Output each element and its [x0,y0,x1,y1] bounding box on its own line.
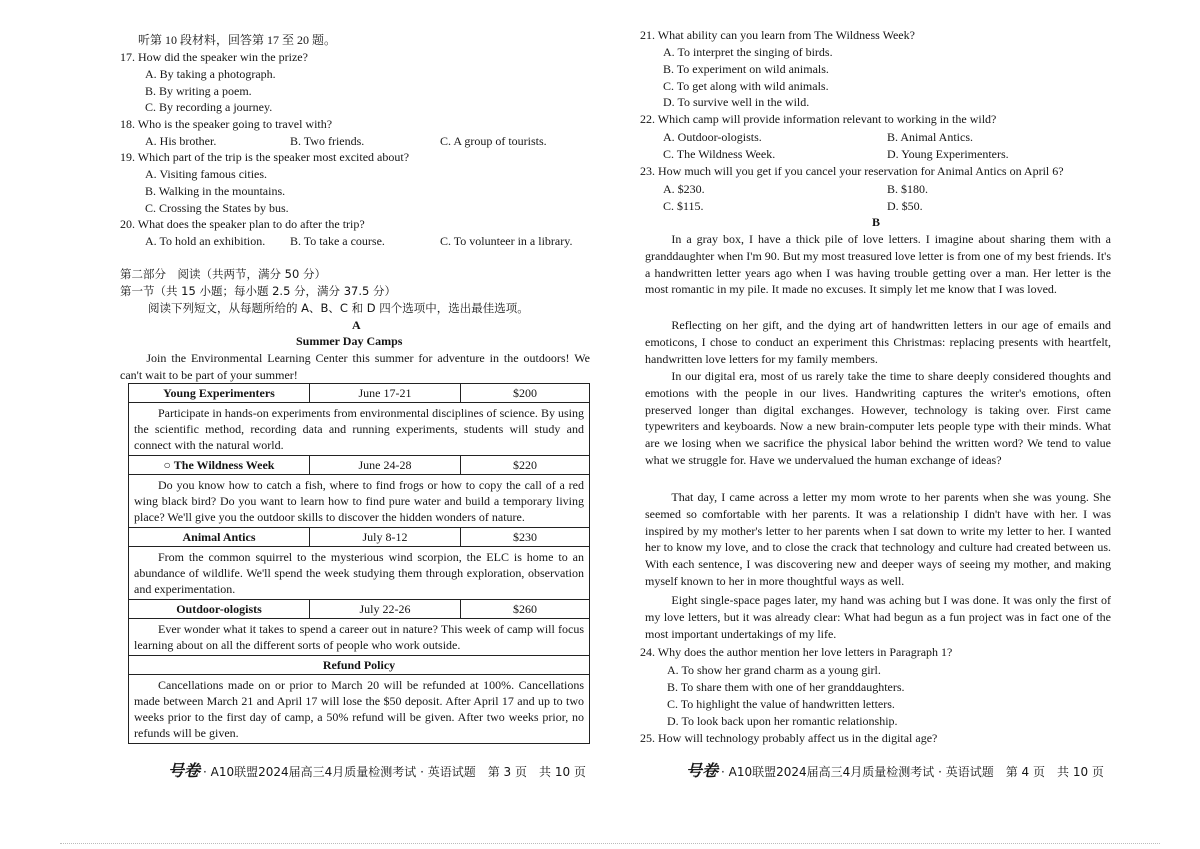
footer-text: · A10联盟2024届高三4月质量检测考试 · 英语试题 第 4 页 共 10 页 [721,765,1104,779]
camp-row-animal-antics [129,528,590,547]
q23-option-b: B. $180. [887,182,929,196]
passage-b-letter: B [872,215,881,229]
camp-dates: June 17-21 [310,384,461,403]
question-18: 18. Who is the speaker going to travel with? [120,117,333,131]
q21-option-b: B. To experiment on wild animals. [663,62,829,76]
camp-description: Participate in hands-on experiments from environmental disciplines of science. By using the scientific method, recording data and running experiments, students will study and connect with the natural world. [129,403,590,456]
passage-a-intro: Join the Environmental Learning Center this summer for adventure in the outdoors! We can't wait to be part of your summer! [120,351,590,382]
part2-title: 第二部分 阅读（共两节，满分 50 分） [120,267,326,281]
right-footer [686,763,1104,781]
question-17: 17. How did the speaker win the prize? [120,50,308,64]
q22-option-a: A. Outdoor-ologists. [663,130,762,144]
camp-name: Animal Antics [129,528,310,547]
question-25: 25. How will technology probably affect us in the digital age? [640,731,938,745]
camp-name: Outdoor-ologists [129,600,310,619]
camp-description: Ever wonder what it takes to spend a career out in nature? This week of camp will focus learning about on all the different sorts of people who work outside. [129,619,590,656]
camps-table [128,383,590,744]
passage-b-paragraph-1: In a gray box, I have a thick pile of love letters. I imagine about sharing them with a granddaughter when I'm 90. But my most treasured love letter is from one of my best friends. It's a handwritten letter years ago when I was having trouble getting over a man. Her letter is the most romantic in my pile. It made no excuses. It simply let me know that I was loved. [645,232,1111,297]
q20-option-b: B. To take a course. [290,234,385,248]
camp-dates: July 22-26 [310,600,461,619]
question-20: 20. What does the speaker plan to do after the trip? [120,217,365,231]
camp-row-wildness-week [129,456,590,475]
passage-a-title: Summer Day Camps [296,334,403,348]
camp-price: $220 [461,456,590,475]
question-19: 19. Which part of the trip is the speaker most excited about? [120,150,410,164]
camp-price: $230 [461,528,590,547]
question-24: 24. Why does the author mention her love letters in Paragraph 1? [640,645,953,659]
bullet-icon: ○ [163,458,174,472]
camp-name-text: The Wildness Week [173,458,275,472]
q18-option-c: C. A group of tourists. [440,134,547,148]
camp-description: From the common squirrel to the mysterious wind scorpion, the ELC is home to an abundance of wildlife. We'll spend the week studying them through exploration, observation and experimentation. [129,547,590,600]
passage-b-paragraph-3: In our digital era, most of us rarely take the time to share deeply considered thoughts and emotions with the people in our lives. Handwriting captures the writer's emotions, often preserved longer than digital exchanges. However, technology is taking over. First came typewriters and keyboards. Now a new brain-computer lets people type with their minds. What are we losing when we sacrifice the physical labor behind the written word? We tend to value what we struggle for. Have we undervalued the human exchange of ideas? [645,369,1111,467]
camp-name [129,456,310,475]
q23-option-a: A. $230. [663,182,705,196]
q23-option-c: C. $115. [663,199,704,213]
q21-option-c: C. To get along with wild animals. [663,79,829,93]
refund-policy-text: Cancellations made on or prior to March 20 will be refunded at 100%. Cancellations made between March 21 and April 17 will lose the $50 deposit. After April 17 and up to two weeks prior to the first day of camp, a 50% refund will be given. After two weeks prior, no refunds will be given. [129,675,590,744]
q20-option-a: A. To hold an exhibition. [145,234,266,248]
camp-row-young-experimenters [129,384,590,403]
section1-title: 第一节（共 15 小题；每小题 2.5 分，满分 37.5 分） [120,284,396,298]
q17-option-a: A. By taking a photograph. [145,67,276,81]
footer-text: · A10联盟2024届高三4月质量检测考试 · 英语试题 第 3 页 共 10 页 [203,765,586,779]
camp-description: Do you know how to catch a fish, where to find frogs or how to copy the call of a red wing black bird? Do you want to learn how to find pure water and build a temporary living place? We'll give you the outdoor skills to discover the hidden wonders of nature. [129,475,590,528]
q22-option-c: C. The Wildness Week. [663,147,776,161]
camp-price: $260 [461,600,590,619]
listening-header: 听第 10 段材料，回答第 17 至 20 题。 [138,33,337,47]
passage-a-letter: A [352,318,361,332]
q20-option-c: C. To volunteer in a library. [440,234,573,248]
q24-option-b: B. To share them with one of her granddaughters. [667,680,905,694]
q24-option-c: C. To highlight the value of handwritten letters. [667,697,895,711]
q23-option-d: D. $50. [887,199,923,213]
question-23: 23. How much will you get if you cancel your reservation for Animal Antics on April 6? [640,164,1064,178]
q21-option-d: D. To survive well in the wild. [663,95,810,109]
q17-option-c: C. By recording a journey. [145,100,273,114]
q18-option-a: A. His brother. [145,134,217,148]
left-footer [168,763,586,781]
passage-b-paragraph-2: Reflecting on her gift, and the dying art of handwritten letters in our age of emails and emoticons, I chose to conduct an experiment this Christmas: replacing presents with heartfelt, handwritten love letters for my family members. [645,318,1111,366]
question-22: 22. Which camp will provide information relevant to working in the wild? [640,112,997,126]
q21-option-a: A. To interpret the singing of birds. [663,45,833,59]
page-bottom-divider [60,843,1160,844]
q22-option-b: B. Animal Antics. [887,130,974,144]
camp-dates: June 24-28 [310,456,461,475]
camp-name: Young Experimenters [129,384,310,403]
question-21: 21. What ability can you learn from The Wildness Week? [640,28,915,42]
q22-option-d: D. Young Experimenters. [887,147,1009,161]
q24-option-d: D. To look back upon her romantic relationship. [667,714,898,728]
refund-policy-title: Refund Policy [129,656,590,675]
q19-option-a: A. Visiting famous cities. [145,167,268,181]
q17-option-b: B. By writing a poem. [145,84,252,98]
camp-price: $200 [461,384,590,403]
passage-b-paragraph-5: Eight single-space pages later, my hand was aching but I was done. It was only the first of my love letters, but it was already clear: What had begun as a fun project was in fact one of the most important undertakings of my life. [645,593,1111,641]
q18-option-b: B. Two friends. [290,134,365,148]
publisher-logo: 号卷 [168,761,201,780]
publisher-logo: 号卷 [686,761,719,780]
camp-row-outdoor-ologists [129,600,590,619]
q19-option-c: C. Crossing the States by bus. [145,201,289,215]
q24-option-a: A. To show her grand charm as a young girl. [667,663,881,677]
passage-b-paragraph-4: That day, I came across a letter my mom wrote to her parents when she was young. She seemed so comfortable with her parents. It was a relationship I didn't have with her. I was inspired by my mother's letter to her parents when I sat down to write my letter to her. I wanted her to know my love, and to close the crack that technology and culture had created between us. With each sentence, I was discovering new and deeper ways of seeing my mother, and making myself known to her in more thoughtful ways as well. [645,490,1111,588]
camp-dates: July 8-12 [310,528,461,547]
reading-instruction: 阅读下列短文，从每题所给的 A、B、C 和 D 四个选项中，选出最佳选项。 [148,301,529,315]
q19-option-b: B. Walking in the mountains. [145,184,286,198]
